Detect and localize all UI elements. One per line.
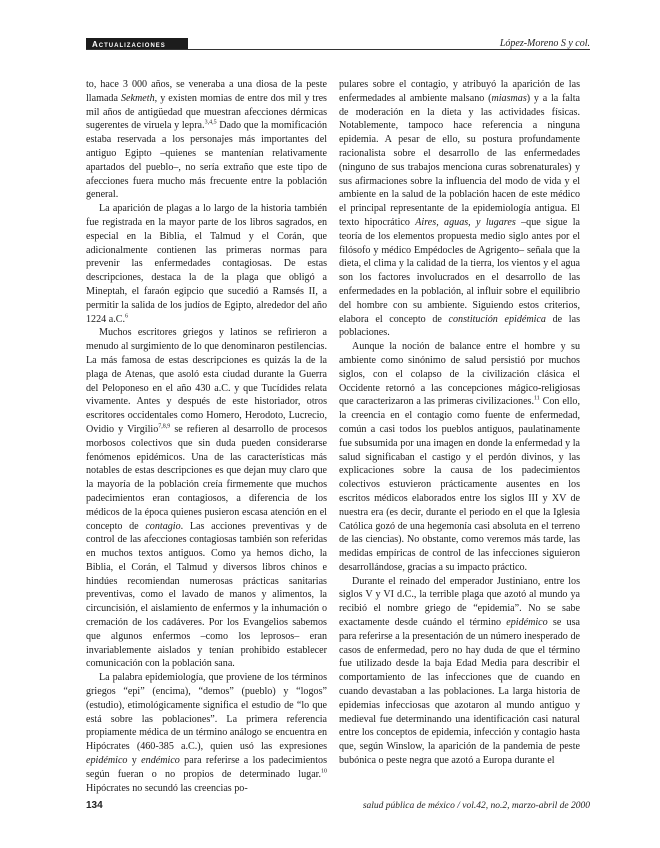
journal-citation: salud pública de méxico / vol.42, no.2, marzo-abril de 2000	[362, 801, 590, 811]
paragraph: La aparición de plagas a lo largo de la historia también fue registrada en la mayor parte de los libros sagrados, en especial en la Biblia, el Talmud y el Corán, que adicionalmente contienen las primeras normas para prevenir las enfermedades contagiosas. De estas descripciones, destaca la de la plaga que obligó a Mineptah, el faraón egipcio que sucedió a Ramsés II, a permitir la salida de los judíos de Egipto, alrededor del año 1224 a.C.$^6$	[86, 203, 327, 325]
section-title: Actualizaciones	[92, 40, 166, 49]
paragraph: Aunque la noción de balance entre el hombre y su ambiente como sinónimo de salud persistió por muchos siglos, con el colapso de la civilización clásica el Occidente retornó a las concepciones mágico-religiosas que caracterizaron a las primeras civilizaciones.$^{11}$ Con ello, la creencia en el contagio como fuente de enfermedad, común a casi todos los pueblos antiguos, paulatinamente fue subsumida por una imagen en donde la enfermedad y la salud significaban el castigo y el perdón divinos, y las explicaciones sobre la causa de los padecimientos colectivos estuvieron prácticamente ausentes en los escritos médicos elaborados entre los siglos III y XV de nuestra era (es decir, durante el periodo en el que la Iglesia Católica gozó de una hegemonía casi absoluta en el terreno de las ciencias). No obstante, como veremos más tarde, las medidas empíricas de control de las infecciones siguieron desarrollándose, gracias a su impacto práctico.	[339, 341, 580, 573]
paragraph: Durante el reinado del emperador Justiniano, entre los siglos V y VI d.C., la terrible plaga que azotó al mundo ya recibió el nombre griego de “epidemia”. No se sabe exactamente desde cuándo el término epidémico se usa para referirse a la presentación de un número inesperado de casos de enfermedad, pero no hay duda de que el término fue utilizado desde la baja Edad Media para describir el comportamiento de las infecciones que de cuando en cuando devastaban a las poblaciones. La larga historia de epidemias infecciosas que azotaron al mundo antiguo y medieval fue determinando una identificación casi natural entre los conceptos de epidemia, infección y contagio hasta que, según Winslow, la aparición de la pandemia de peste bubónica o peste negra que azotó a Europa durante el	[339, 575, 580, 767]
right-column	[339, 78, 580, 768]
left-column	[86, 78, 327, 795]
paragraph: La palabra epidemiología, que proviene de los términos griegos “epi” (encima), “demos” (pueblo) y “logos” (estudio), etimológicamente significa el estudio de “lo que está sobre las poblaciones”. La primera referencia propiamente médica de un término análogo se encuentra en Hipócrates (460-385 a.C.), quien usó las expresiones epidémico y endémico para referirse a los padecimientos según fueran o no propios de determinado lugar.$^{10}$ Hipócrates no secundó las creencias po-	[86, 672, 327, 794]
paragraph: to, hace 3 000 años, se veneraba a una diosa de la peste llamada Sekmeth, y existen momias de entre dos mil y tres mil años de antigüedad que muestran afecciones dérmicas sugerentes de viruela y lepra.$^{3,4,5}$ Dado que la momificación estaba reservada a los personajes más importantes del antiguo Egipto –quienes se mantenían relativamente apartados del pueblo–, no sería extraño que este tipo de afecciones fuera mucho más frecuente entre la población general.	[86, 79, 327, 201]
paragraph: Muchos escritores griegos y latinos se refirieron a menudo al surgimiento de lo que denominaron pestilencias. La más famosa de estas descripciones es quizás la de la plaga de Atenas, que asoló esta ciudad durante la Guerra del Peloponeso en el año 430 a.C. y que Tucídides relata vivamente. Antes y después de este historiador, otros escritores occidentales como Homero, Herodoto, Lucrecio, Ovidio y Virgilio$^{7,8,9}$ se refieren al desarrollo de procesos morbosos colectivos que sin duda pueden considerarse fenómenos epidémicos. Una de las características más notables de estas descripciones es que dejan muy claro que la mayoría de la población creía firmemente que muchos padecimientos eran contagiosos, a diferencia de los médicos de la época quienes pusieron escasa atención en el concepto de contagio. Las acciones preventivas y de control de las afecciones contagiosas también son referidas en muchos textos antiguos. Como ya hemos dicho, la Biblia, el Corán, el Talmud y diversos libros chinos e hindúes recomiendan numerosas prácticas sanitarias preventivas, como el lavado de manos y alimentos, la circuncisión, el aislamiento de enfermos y la inhumación o cremación de los cadáveres. Por los Evangelios sabemos que algunos enfermos –como los leprosos– eran invariablemente aislados y tenían prohibido establecer comunicación con la población sana.	[86, 327, 328, 670]
page-number: 134	[86, 800, 103, 811]
running-authors: López-Moreno S y col.	[499, 38, 590, 49]
header-rule	[86, 49, 590, 50]
paragraph: pulares sobre el contagio, y atribuyó la aparición de las enfermedades al ambiente malsano (miasmas) y a la falta de moderación en la dieta y las actividades físicas. Notablemente, tampoco hace referencia a ninguna epidemia. A pesar de ello, su postura profundamente racionalista sobre el desarrollo de las enfermedades (ninguno de sus trabajos menciona curas sobrenaturales) y sus afirmaciones sobre la influencia del modo de vida y el ambiente en la salud de la población hacen de este médico el principal representante de la epidemiología antigua. El texto hipocrático Aires, aguas, y lugares –que sigue la teoría de los elementos propuesta medio siglo antes por el filósofo y médico Empédocles de Agrigento– señala que la dieta, el clima y la calidad de la tierra, los vientos y el agua son los factores involucrados en el desarrollo de las enfermedades en la población, al influir sobre el equilibrio del hombre con su ambiente. Siguiendo estos criterios, elabora el concepto de constitución epidémica de las poblaciones.	[339, 79, 581, 339]
